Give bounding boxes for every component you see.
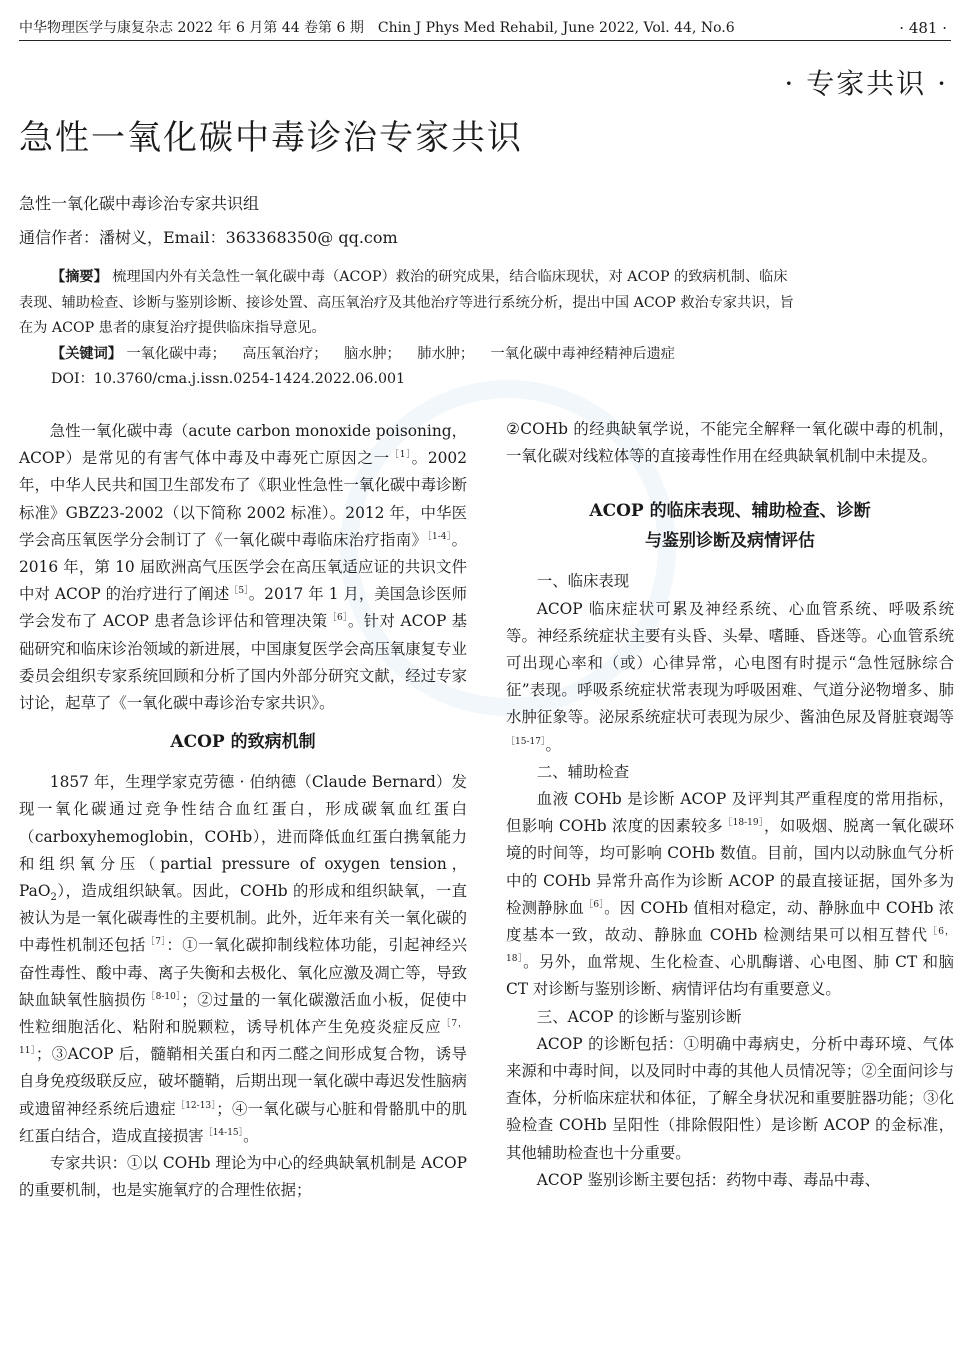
text-run: 。2016 年，第 10 届欧洲高气压医学会在高压氧适应证的共识文件中对 ACOP 的治疗进行了阐述 <box>19 530 467 604</box>
continued-paragraph: ②COHb 的经典缺氧学说，不能完全解释一氧化碳中毒的机制，一氧化碳对线粒体等的直接毒性作用在经典缺氧机制中未提及。 <box>506 420 954 466</box>
citation: ［7］ <box>145 937 167 948</box>
subsection-heading: 三、ACOP 的诊断与鉴别诊断 <box>536 1007 742 1026</box>
text-run: 。因 COHb 值相对稳定，动、静脉血中 COHb 浓度基本一致，故动、静脉血 COHb 检测结果可以相互替代 <box>506 898 955 945</box>
citation: ［6］ <box>584 899 605 910</box>
keyword: 肺水肿； <box>417 345 475 362</box>
abstract-text: 梳理国内外有关急性一氧化碳中毒（ACOP）救治的研究成果，结合临床现状，对 ACOP 的致病机制、临床表现、辅助检查、诊断与鉴别诊断、接诊处置、高压氧治疗及其他治疗等进行系统分析，提出中国 ACOP 救治专家共识，旨在为 ACOP 患者的康复治疗提供临床指导意见。 <box>19 269 794 336</box>
text-run: ：①一氧化碳抑制线粒体功能，引起神经兴奋性毒性、酸中毒、离子失衡和去极化、氧化应激及凋亡等，导致缺血缺氧性脑损伤 <box>19 936 467 1009</box>
text-run: 血液 COHb 是诊断 ACOP 及评判其严重程度的常用指标，但影响 COHb 浓度的因素较多 <box>506 790 954 836</box>
citation: ［15-17］ <box>506 736 546 747</box>
author-group: 急性一氧化碳中毒诊治专家共识组 <box>19 194 260 213</box>
keyword: 一氧化碳中毒神经精神后遗症 <box>490 345 675 362</box>
citation: ［5］ <box>229 586 249 597</box>
journal-citation: 中华物理医学与康复杂志 2022 年 6 月第 44 卷第 6 期 Chin J Phys Med Rehabil, June 2022, Vol. 44, No.6 <box>19 20 735 36</box>
citation: ［18-19］ <box>723 818 765 829</box>
citation: ［14-15］ <box>203 1127 244 1138</box>
citation: ［8-10］ <box>146 991 182 1002</box>
subscript: 2 <box>50 892 57 904</box>
text-run: ），造成组织缺氧。因此，COHb 的形成和组织缺氧，一直被认为是一氧化碳毒性的主要机制。此外，近年来有关一氧化碳的中毒性机制还包括 <box>19 882 467 955</box>
keyword: 高压氧治疗； <box>242 345 328 362</box>
heading-line: 与鉴别诊断及病情评估 <box>645 531 815 552</box>
mechanism-paragraph <box>19 769 467 1150</box>
clinical-paragraph <box>506 596 954 759</box>
citation: ［12-13］ <box>175 1100 217 1111</box>
text-run: 。 <box>243 1126 259 1145</box>
text-run: 。针对 ACOP 基础研究和临床诊治领域的新进展，中国康复医学会高压氧康复专业委员会组织专家系统回顾和分析了国内外部分研究文献，经过专家讨论，起草了《一氧化碳中毒诊治专家共识》。 <box>19 612 467 713</box>
right-column <box>506 416 954 1194</box>
page-number: · 481 · <box>899 19 947 37</box>
doi: DOI：10.3760/cma.j.issn.0254-1424.2022.06.001 <box>51 371 406 387</box>
heading-line: ACOP 的临床表现、辅助检查、诊断 <box>589 501 871 522</box>
subsection-heading: 一、临床表现 <box>536 572 630 591</box>
differential-paragraph: ACOP 鉴别诊断主要包括：药物中毒、毒品中毒、 <box>536 1170 880 1189</box>
text-run: 急性一氧化碳中毒（acute carbon monoxide poisoning，ACOP）是常见的有害气体中毒及中毒死亡原因之一 <box>19 422 467 468</box>
text-run: ，如吸烟、脱离一氧化碳环境的时间等，均可影响 COHb 数值。目前，国内以动脉血气分析中的 COHb 异常升高作为诊断 ACOP 的最直接证据，国外多为检测静脉血 <box>506 817 954 917</box>
subsection-heading: 二、辅助检查 <box>536 762 630 781</box>
citation: ［6，18］ <box>506 926 955 965</box>
citation: ［7，11］ <box>19 1018 467 1057</box>
text-run: 。2017 年 1 月，美国急诊医师学会发布了 ACOP 患者急诊评估和管理决策 <box>19 585 467 631</box>
author-block <box>19 187 398 255</box>
citation: ［6］ <box>327 613 348 624</box>
keyword: 脑水肿； <box>343 345 401 362</box>
article-title: 急性一氧化碳中毒诊治专家共识 <box>19 118 523 158</box>
correspondence: 通信作者：潘树义，Email：363368350@ qq.com <box>19 228 398 247</box>
text-run: ；②过量的一氧化碳激活血小板，促使中性粒细胞活化、粘附和脱颗粒，诱导机体产生免疫炎症反应 <box>19 990 467 1037</box>
diagnosis-paragraph: ACOP 的诊断包括：①明确中毒病史，分析中毒环境、气体来源和中毒时间，以及同时中毒的其他人员情况等；②全面问诊与查体，分析临床症状和体征，了解全身状况和重要脏器功能；③化验检查 COHb 呈阳性（排除假阳性）是诊断 ACOP 的金标准，其他辅助检查也十分重要。 <box>506 1034 954 1162</box>
running-header <box>19 16 951 41</box>
keyword: 一氧化碳中毒； <box>126 345 226 362</box>
abstract-block <box>19 265 799 393</box>
keywords-label: 【关键词】 <box>51 345 122 362</box>
column-label: · 专家共识 · <box>784 67 948 100</box>
keywords-line <box>19 342 799 368</box>
text-run: ；③ACOP 后，髓鞘相关蛋白和丙二醛之间形成复合物，诱导自身免疫级联反应，破坏髓鞘，后期出现一氧化碳中毒迟发性脑病或遗留神经系统后遗症 <box>19 1045 467 1118</box>
intro-paragraph <box>19 418 467 717</box>
text-run: 1857 年，生理学家克劳德 · 伯纳德（Claude Bernard）发现一氧化碳通过竞争性结合血红蛋白，形成碳氧血红蛋白（carboxyhemoglobin，COHb），进而降低血红蛋白携氧能力和组织氧分压（partial pressure of oxygen tension，PaO <box>19 773 467 901</box>
section-heading <box>506 496 954 556</box>
citation: ［1-4］ <box>427 531 452 542</box>
text-run: 。 <box>545 735 561 754</box>
text-run: ACOP 临床症状可累及神经系统、心血管系统、呼吸系统等。神经系统症状主要有头昏、头晕、嗜睡、昏迷等。心血管系统可出现心率和（或）心律异常，心电图有时提示“急性冠脉综合征”表现。呼吸系统症状常表现为呼吸困难、气道分泌物增多、肺水肿征象等。泌尿系统症状可表现为尿少、酱油色尿及肾脏衰竭等 <box>506 599 954 727</box>
abstract-label: 【摘要】 <box>51 269 108 285</box>
consensus-paragraph: 专家共识：①以 COHb 理论为中心的经典缺氧机制是 ACOP 的重要机制，也是实施氧疗的合理性依据； <box>19 1154 467 1200</box>
text-run: 。另外，血常规、生化检查、心肌酶谱、心电图、肺 CT 和脑 CT 对诊断与鉴别诊断、病情评估均有重要意义。 <box>506 953 955 999</box>
citation: ［1］ <box>389 450 412 461</box>
left-column <box>19 418 467 1204</box>
section-heading: ACOP 的致病机制 <box>170 732 316 753</box>
abstract-paragraph <box>19 265 799 342</box>
text-run: ；④一氧化碳与心脏和骨骼肌中的肌红蛋白结合，造成直接损害 <box>19 1099 467 1145</box>
auxiliary-paragraph <box>506 786 954 1004</box>
text-run: 。2002 年，中华人民共和国卫生部发布了《职业性急性一氧化碳中毒诊断标准》GBZ23-2002（以下简称 2002 标准）。2012 年，中华医学会高压氧医学分会制订了《一氧化碳中毒临床治疗指南》 <box>19 449 468 549</box>
